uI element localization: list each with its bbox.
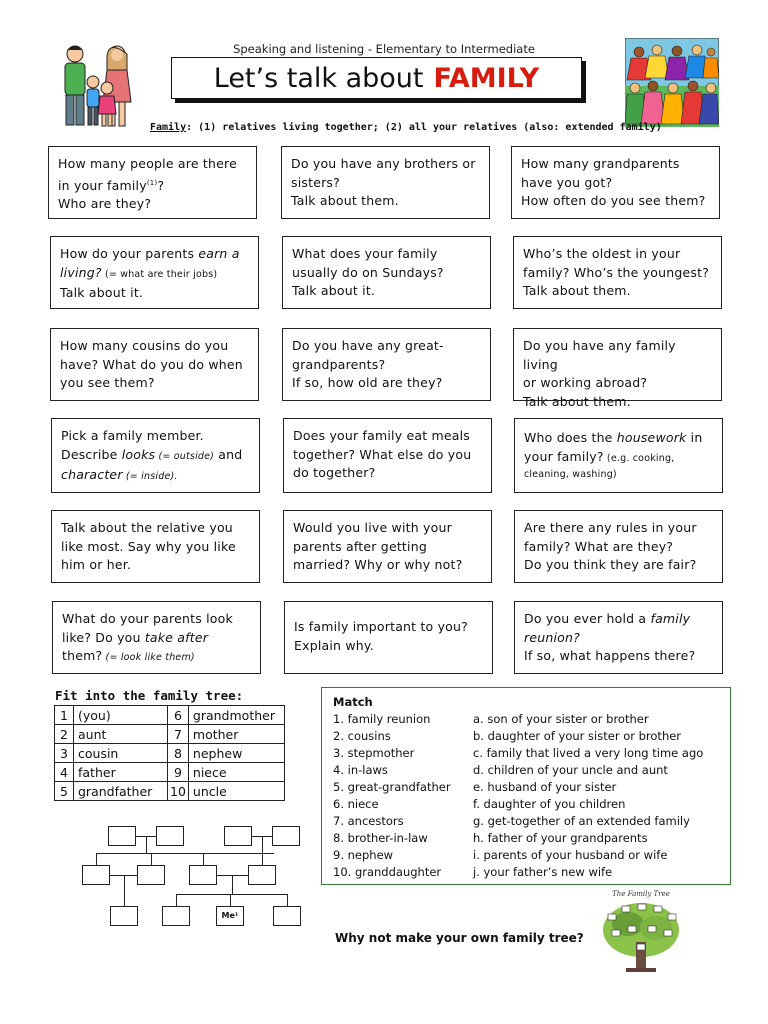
- question-card: How do your parents earn a living? (= what are their jobs) Talk about it.: [50, 236, 259, 309]
- list-item: 2. cousins: [333, 729, 391, 743]
- question-card: How many grandparents have you got? How often do you see them?: [511, 146, 720, 219]
- list-item: d. children of your uncle and aunt: [473, 763, 668, 777]
- question-card: What do your parents look like? Do you take after them? (= look like them): [52, 601, 261, 674]
- list-item: f. daughter of you children: [473, 797, 626, 811]
- tree-line: [202, 853, 274, 854]
- tree-line: [96, 853, 97, 865]
- tree-box[interactable]: [224, 826, 252, 846]
- match-left-list: [333, 711, 451, 881]
- list-item: c. family that lived a very long time ago: [473, 746, 704, 760]
- list-item: g. get-together of an extended family: [473, 814, 690, 828]
- table-row: 4 father 9 niece: [55, 763, 285, 782]
- list-item: 9. nephew: [333, 848, 394, 862]
- table-row: 1 (you) 6 grandmother: [55, 706, 285, 725]
- tree-line: [232, 875, 233, 894]
- tree-line: [146, 836, 147, 854]
- tree-box[interactable]: [248, 865, 276, 885]
- question-card: Does your family eat meals together? What else do you do together?: [283, 418, 492, 493]
- tree-line: [287, 894, 288, 906]
- tree-box[interactable]: [162, 906, 190, 926]
- question-card: Do you ever hold a family reunion? If so, what happens there?: [514, 601, 723, 674]
- question-card: How many people are there in your family$^{(1)}$? Who are they?: [48, 146, 257, 219]
- title-main: Let’s talk about: [213, 62, 424, 94]
- family-tree-prompt: Why not make your own family tree?: [335, 931, 584, 945]
- tree-box[interactable]: [137, 865, 165, 885]
- question-card: Do you have any brothers or sisters? Talk about them.: [281, 146, 490, 219]
- list-item: 5. great-grandfather: [333, 780, 451, 794]
- family-tree-picture: [598, 890, 684, 976]
- tree-box[interactable]: [189, 865, 217, 885]
- tree-line: [151, 853, 152, 865]
- tree-box-me: Me¹: [216, 906, 244, 926]
- table-row: 2 aunt 7 mother: [55, 725, 285, 744]
- tree-caption: The Family Tree: [612, 890, 670, 898]
- question-card: What does your family usually do on Sundays? Talk about it.: [282, 236, 491, 309]
- list-item: j. your father’s new wife: [473, 865, 613, 879]
- title-box: [171, 57, 582, 99]
- definition-term: Family: [150, 122, 187, 133]
- list-item: h. father of your grandparents: [473, 831, 648, 845]
- list-item: 10. granddaughter: [333, 865, 442, 879]
- tree-line: [96, 853, 204, 854]
- list-item: 1. family reunion: [333, 712, 431, 726]
- tree-line: [203, 853, 204, 865]
- tree-box[interactable]: [82, 865, 110, 885]
- tree-box[interactable]: [108, 826, 136, 846]
- list-item: i. parents of your husband or wife: [473, 848, 668, 862]
- question-card: Pick a family member. Describe looks (= outside) and character (= inside).: [51, 418, 260, 493]
- tree-box[interactable]: [110, 906, 138, 926]
- family-definition: [150, 122, 662, 133]
- tree-box[interactable]: [273, 906, 301, 926]
- question-card: Are there any rules in your family? What are they? Do you think they are fair?: [514, 510, 723, 583]
- table-row: 5 grandfather 10 uncle: [55, 782, 285, 801]
- list-item: 6. niece: [333, 797, 379, 811]
- question-card: Who’s the oldest in your family? Who’s the youngest? Talk about them.: [513, 236, 722, 309]
- match-box: [321, 687, 731, 885]
- fit-label: Fit into the family tree:: [55, 688, 244, 703]
- question-card: Do you have any great- grandparents? If so, how old are they?: [282, 328, 491, 401]
- subtitle: Speaking and listening - Elementary to Intermediate: [233, 42, 535, 56]
- tree-box[interactable]: [156, 826, 184, 846]
- crowd-clipart: [625, 38, 719, 127]
- match-right-list: [473, 711, 703, 881]
- tree-line: [176, 894, 288, 895]
- list-item: b. daughter of your sister or brother: [473, 729, 682, 743]
- question-card: Would you live with your parents after getting married? Why or why not?: [283, 510, 492, 583]
- tree-line: [262, 836, 263, 854]
- question-card: Do you have any family living or working abroad? Talk about them.: [513, 328, 722, 401]
- tree-icon: [598, 890, 684, 976]
- tree-line: [230, 894, 231, 906]
- list-item: 7. ancestors: [333, 814, 404, 828]
- word-table: [54, 705, 285, 801]
- question-card: Talk about the relative you like most. Say why you like him or her.: [51, 510, 260, 583]
- list-item: 4. in-laws: [333, 763, 388, 777]
- question-card: Is family important to you? Explain why.: [284, 601, 493, 674]
- definition-text: : (1) relatives living together; (2) all your relatives (also: extended family): [186, 122, 662, 133]
- question-card: Who does the housework in your family? (e.g. cooking, cleaning, washing): [514, 418, 723, 493]
- tree-box[interactable]: [272, 826, 300, 846]
- list-item: 3. stepmother: [333, 746, 415, 760]
- tree-line: [124, 875, 125, 906]
- table-row: 3 cousin 8 nephew: [55, 744, 285, 763]
- tree-line: [262, 853, 263, 865]
- match-heading: Match: [333, 695, 373, 709]
- question-card: How many cousins do you have? What do you do when you see them?: [50, 328, 259, 401]
- title-accent: FAMILY: [433, 62, 540, 94]
- tree-line: [176, 894, 177, 906]
- list-item: a. son of your sister or brother: [473, 712, 649, 726]
- list-item: 8. brother-in-law: [333, 831, 428, 845]
- list-item: e. husband of your sister: [473, 780, 617, 794]
